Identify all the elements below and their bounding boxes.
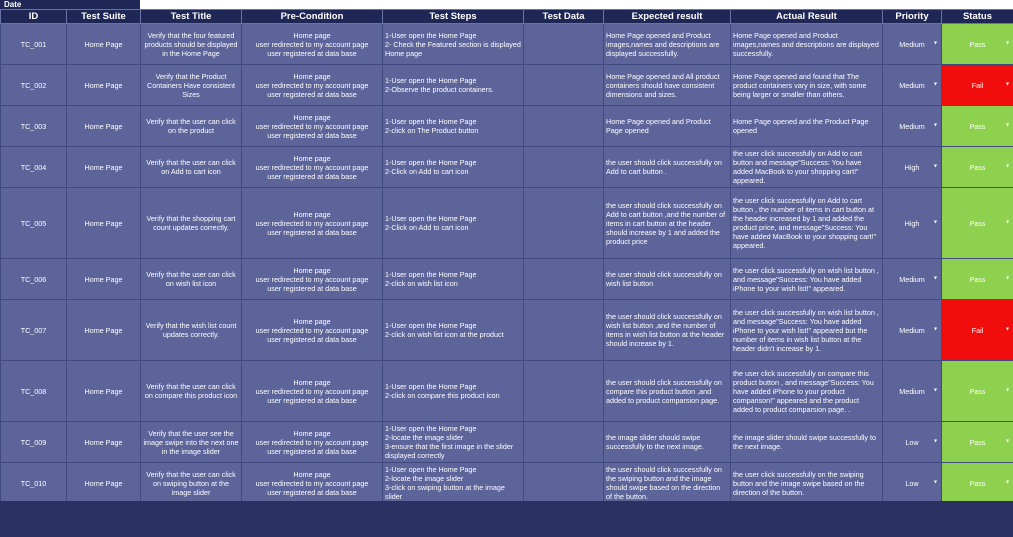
id-cell[interactable]: TC_004: [1, 147, 67, 188]
title-cell[interactable]: Verify that the four featured products should be displayed in the Home Page: [141, 24, 242, 65]
pre-condition-cell[interactable]: Home page user redirected to my account page user registered at data base: [242, 300, 383, 361]
id-cell[interactable]: TC_002: [1, 65, 67, 106]
expected-result-cell[interactable]: the user should click successfully on Add to cart button ,and the number of items in cart button at the header should increase by 1 and added the product price: [604, 188, 731, 259]
expected-result-cell[interactable]: the image slider should swipe successfully to the next image.: [604, 422, 731, 463]
date-label[interactable]: Date: [0, 0, 140, 9]
col-expected-result[interactable]: Expected result: [604, 10, 731, 24]
priority-dropdown[interactable]: Medium ▾: [883, 106, 942, 147]
actual-result-cell[interactable]: Home Page opened and found that The product containers vary in size, with some being larger or smaller than others.: [731, 65, 883, 106]
pre-condition-cell[interactable]: Home page user redirected to my account page user registered at data base: [242, 463, 383, 504]
test-data-cell[interactable]: [524, 188, 604, 259]
title-cell[interactable]: Verify that the user can click on compare this product icon: [141, 361, 242, 422]
test-steps-cell[interactable]: 1-User open the Home Page 2-Click on Add to cart icon: [383, 147, 524, 188]
expected-result-cell[interactable]: Home Page opened and Product Page opened: [604, 106, 731, 147]
status-dropdown[interactable]: Pass ▾: [942, 361, 1013, 422]
priority-dropdown[interactable]: High ▾: [883, 188, 942, 259]
table-row: [1, 106, 1013, 147]
title-cell[interactable]: Verify that the user can click on Add to cart icon: [141, 147, 242, 188]
test-data-cell[interactable]: [524, 106, 604, 147]
priority-dropdown[interactable]: Medium ▾: [883, 361, 942, 422]
test-data-cell[interactable]: [524, 300, 604, 361]
test-data-cell[interactable]: [524, 361, 604, 422]
actual-result-cell[interactable]: the user click successfully on wish list button , and message"Success: You have added iPhone to your wish list!" appeared but the number of items in wish list button at the header didn't increase by 1.: [731, 300, 883, 361]
status-dropdown[interactable]: Fail ▾: [942, 65, 1013, 106]
pre-condition-cell[interactable]: Home page user redirected to my account page user registered at data base: [242, 24, 383, 65]
expected-result-cell[interactable]: the user should click successfully on wish list button: [604, 259, 731, 300]
priority-dropdown[interactable]: High ▾: [883, 147, 942, 188]
col-priority[interactable]: Priority: [883, 10, 942, 24]
title-cell[interactable]: Verify that the wish list count updates correctly.: [141, 300, 242, 361]
table-row: [1, 65, 1013, 106]
test-steps-cell[interactable]: 1-User open the Home Page 2-click on The Product button: [383, 106, 524, 147]
priority-dropdown[interactable]: Medium ▾: [883, 259, 942, 300]
suite-cell[interactable]: Home Page: [67, 24, 141, 65]
suite-cell[interactable]: Home Page: [67, 65, 141, 106]
pre-condition-cell[interactable]: Home page user redirected to my account page user registered at data base: [242, 65, 383, 106]
status-dropdown[interactable]: Pass ▾: [942, 24, 1013, 65]
actual-result-cell[interactable]: Home Page opened and Product images,names and descriptions are displayed successfully.: [731, 24, 883, 65]
id-cell[interactable]: TC_008: [1, 361, 67, 422]
col-test-title[interactable]: Test Title: [141, 10, 242, 24]
table-row: [1, 147, 1013, 188]
pre-condition-cell[interactable]: Home page user redirected to my account page user registered at data base: [242, 147, 383, 188]
sheet-footer: [0, 501, 1013, 537]
test-steps-cell[interactable]: 1-User open the Home Page 2-click on compare this product icon: [383, 361, 524, 422]
date-value-cell[interactable]: [140, 0, 602, 9]
status-dropdown[interactable]: Pass ▾: [942, 147, 1013, 188]
test-data-cell[interactable]: [524, 422, 604, 463]
id-cell[interactable]: TC_007: [1, 300, 67, 361]
status-dropdown[interactable]: Pass ▾: [942, 188, 1013, 259]
test-steps-cell[interactable]: 1-User open the Home Page 2-click on wish list icon at the product: [383, 300, 524, 361]
expected-result-cell[interactable]: the user should click successfully on Add to cart button .: [604, 147, 731, 188]
title-cell[interactable]: Verify that the user can click on wish list icon: [141, 259, 242, 300]
suite-cell[interactable]: Home Page: [67, 463, 141, 504]
suite-cell[interactable]: Home Page: [67, 422, 141, 463]
suite-cell[interactable]: Home Page: [67, 300, 141, 361]
pre-condition-cell[interactable]: Home page user redirected to my account page user registered at data base: [242, 361, 383, 422]
test-data-cell[interactable]: [524, 24, 604, 65]
col-test-data[interactable]: Test Data: [524, 10, 604, 24]
pre-condition-cell[interactable]: Home page user redirected to my account page user registered at data base: [242, 188, 383, 259]
expected-result-cell[interactable]: the user should click successfully on compare this product button ,and added to product comparsion page.: [604, 361, 731, 422]
priority-dropdown[interactable]: Low ▾: [883, 422, 942, 463]
suite-cell[interactable]: Home Page: [67, 259, 141, 300]
test-steps-cell[interactable]: 1-User open the Home Page 2-locate the image slider 3-ensure that the first image in the slider displayed correctly: [383, 422, 524, 463]
status-dropdown[interactable]: Pass ▾: [942, 259, 1013, 300]
test-steps-cell[interactable]: 1-User open the Home Page 2- Check the Featured section is displayed Home page: [383, 24, 524, 65]
id-cell[interactable]: TC_010: [1, 463, 67, 504]
suite-cell[interactable]: Home Page: [67, 106, 141, 147]
status-dropdown[interactable]: Pass ▾: [942, 463, 1013, 504]
pre-condition-cell[interactable]: Home page user redirected to my account page user registered at data base: [242, 106, 383, 147]
actual-result-cell[interactable]: Home Page opened and the Product Page opened: [731, 106, 883, 147]
col-actual-result[interactable]: Actual Result: [731, 10, 883, 24]
pre-condition-cell[interactable]: Home page user redirected to my account page user registered at data base: [242, 422, 383, 463]
actual-result-cell[interactable]: the user click successfully on the swiping button and the image swipe based on the direction of the button.: [731, 463, 883, 504]
test-data-cell[interactable]: [524, 147, 604, 188]
test-data-cell[interactable]: [524, 259, 604, 300]
priority-dropdown[interactable]: Medium ▾: [883, 65, 942, 106]
date-row: [0, 0, 1013, 9]
id-cell[interactable]: TC_001: [1, 24, 67, 65]
expected-result-cell[interactable]: Home Page opened and Product images,names and descriptions are displayed successfully.: [604, 24, 731, 65]
table-row: [1, 422, 1013, 463]
suite-cell[interactable]: Home Page: [67, 147, 141, 188]
table-row: [1, 24, 1013, 65]
table-row: [1, 259, 1013, 300]
col-test-steps[interactable]: Test Steps: [383, 10, 524, 24]
title-cell[interactable]: Verify that the user can click on swiping button at the image slider: [141, 463, 242, 504]
id-cell[interactable]: TC_005: [1, 188, 67, 259]
priority-dropdown[interactable]: Medium ▾: [883, 300, 942, 361]
test-steps-cell[interactable]: 1-User open the Home Page 2-Click on Add to cart icon: [383, 188, 524, 259]
priority-dropdown[interactable]: Low ▾: [883, 463, 942, 504]
blank-cell[interactable]: [602, 0, 1013, 9]
id-cell[interactable]: TC_003: [1, 106, 67, 147]
test-data-cell[interactable]: [524, 463, 604, 504]
expected-result-cell[interactable]: Home Page opened and All product containers should have consistent dimensions and sizes.: [604, 65, 731, 106]
col-test-suite[interactable]: Test Suite: [67, 10, 141, 24]
test-steps-cell[interactable]: 1-User open the Home Page 2-click on wish list icon: [383, 259, 524, 300]
priority-dropdown[interactable]: Medium ▾: [883, 24, 942, 65]
suite-cell[interactable]: Home Page: [67, 188, 141, 259]
status-dropdown[interactable]: Pass ▾: [942, 422, 1013, 463]
status-dropdown[interactable]: Fail ▾: [942, 300, 1013, 361]
status-dropdown[interactable]: Pass ▾: [942, 106, 1013, 147]
id-cell[interactable]: TC_009: [1, 422, 67, 463]
test-steps-cell[interactable]: 1-User open the Home Page 2-locate the image slider 3-click on swiping button at the image slider: [383, 463, 524, 504]
header-row: [1, 10, 1013, 24]
actual-result-cell[interactable]: the user click successfully on wish list button , and message"Success: You have added iPhone to your wish list!" appeared.: [731, 259, 883, 300]
id-cell[interactable]: TC_006: [1, 259, 67, 300]
title-cell[interactable]: Verify that the Product Containers Have consistent Sizes: [141, 65, 242, 106]
expected-result-cell[interactable]: the user should click successfully on the swiping button and the image should swipe based on the direction of the button.: [604, 463, 731, 504]
table-row: [1, 300, 1013, 361]
col-id[interactable]: ID: [1, 10, 67, 24]
test-data-cell[interactable]: [524, 65, 604, 106]
table-row: [1, 188, 1013, 259]
actual-result-cell[interactable]: the image slider should swipe successfully to the next image.: [731, 422, 883, 463]
pre-condition-cell[interactable]: Home page user redirected to my account page user registered at data base: [242, 259, 383, 300]
title-cell[interactable]: Verify that the user can click on the product: [141, 106, 242, 147]
actual-result-cell[interactable]: the user click successfully on Add to cart button and message"Success: You have added MacBook to your shopping cart!" appeared.: [731, 147, 883, 188]
suite-cell[interactable]: Home Page: [67, 361, 141, 422]
actual-result-cell[interactable]: the user click successfully on compare this product button , and message"Success: You have added iPhone to your product comparison!" appeared and the product added to product comparsion page. .: [731, 361, 883, 422]
col-pre-condition[interactable]: Pre-Condition: [242, 10, 383, 24]
title-cell[interactable]: Verify that the user see the image swipe into the next one in the image slider: [141, 422, 242, 463]
test-steps-cell[interactable]: 1-User open the Home Page 2-Observe the product containers.: [383, 65, 524, 106]
test-case-table: [0, 9, 1013, 504]
table-row: [1, 361, 1013, 422]
col-status[interactable]: Status: [942, 10, 1013, 24]
expected-result-cell[interactable]: the user should click successfully on wish list button ,and the number of items in wish list button at the header should increase by 1.: [604, 300, 731, 361]
table-row: [1, 463, 1013, 504]
actual-result-cell[interactable]: the user click successfully on Add to cart button , the number of items in cart button at the header increased by 1 and added the product price, and message"Success: You have added MacBook to your shopping cart!" appeared.: [731, 188, 883, 259]
title-cell[interactable]: Verify that the shopping cart count updates correctly.: [141, 188, 242, 259]
